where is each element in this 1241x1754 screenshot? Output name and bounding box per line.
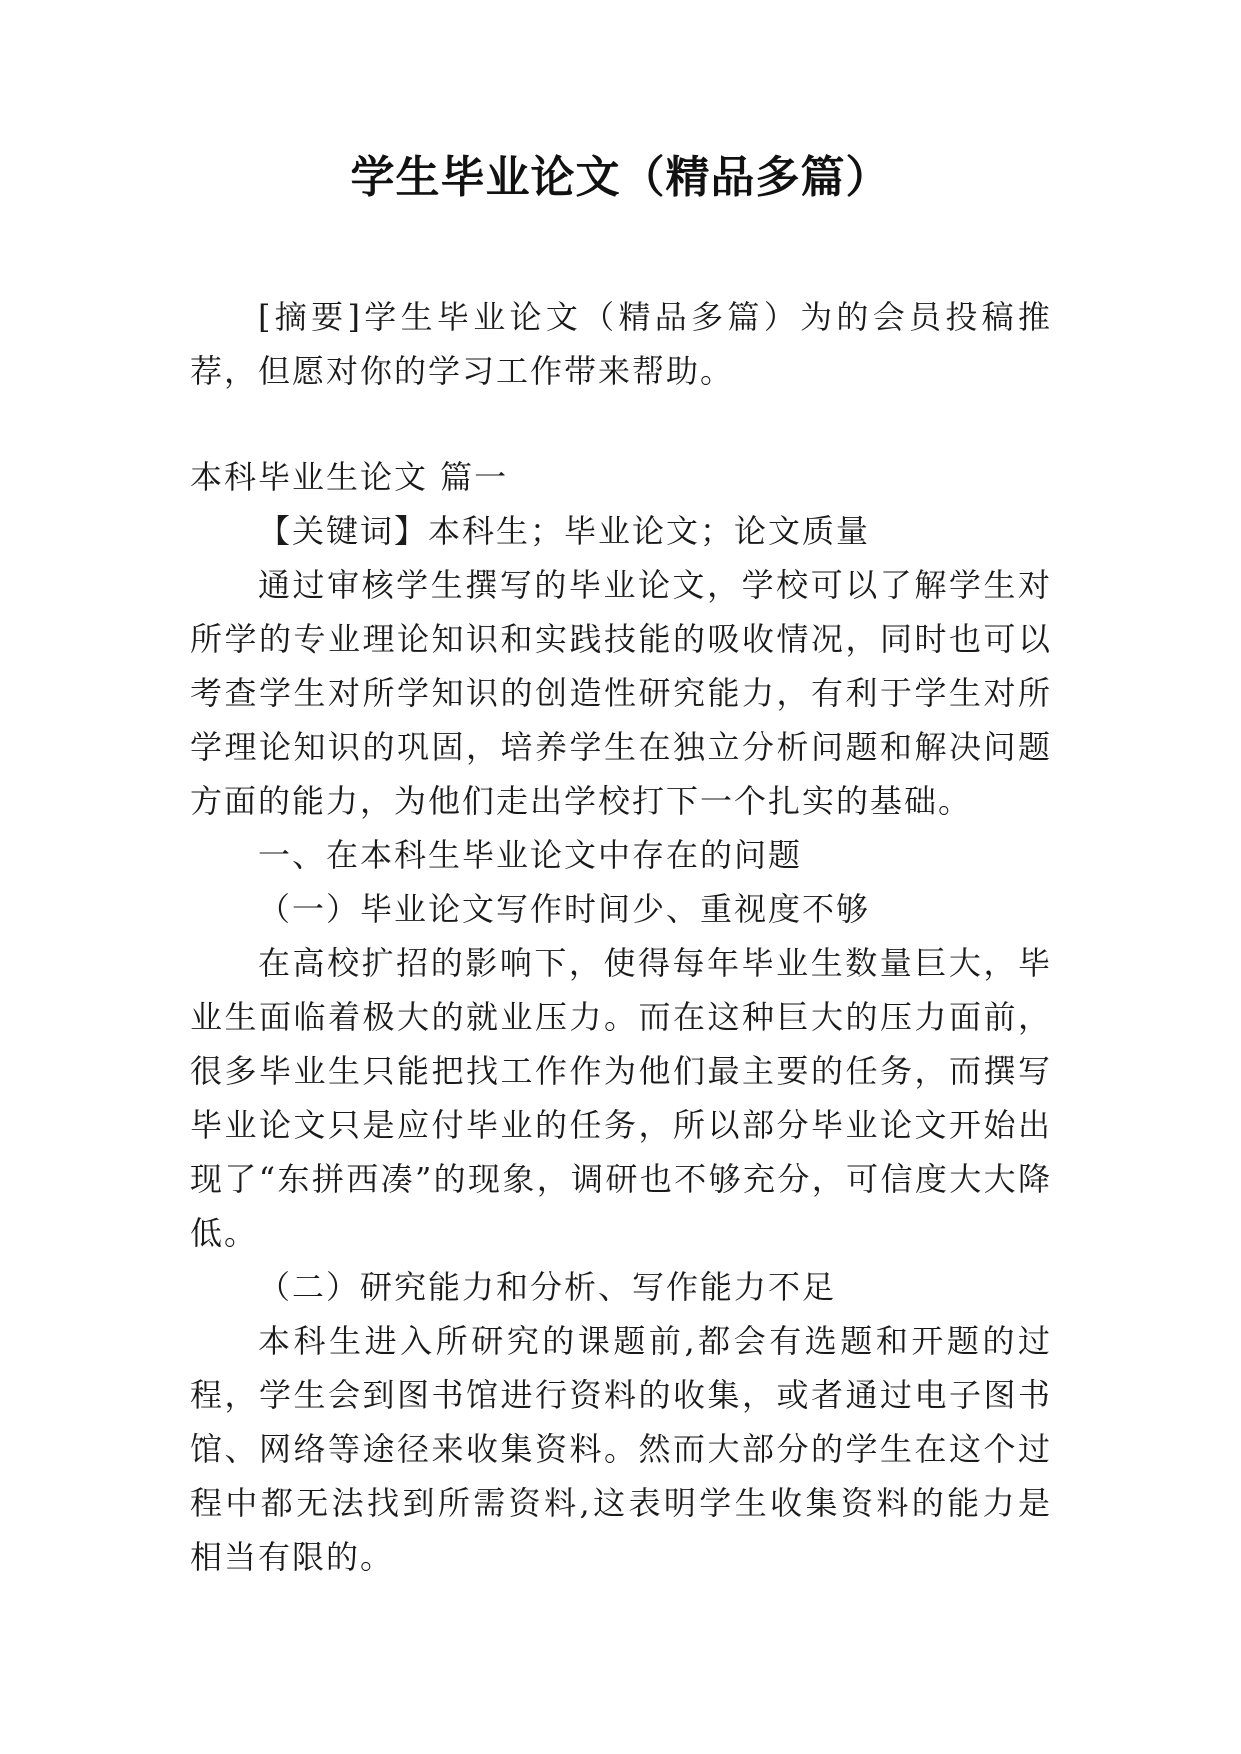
subheading-1: （一）毕业论文写作时间少、重视度不够 [258,890,871,928]
body-paragraph-1: 通过审核学生撰写的毕业论文，学校可以了解学生对所学的专业理论知识和实践技能的吸收情况，同时也可以考查学生对所学知识的创造性研究能力，有利于学生对所学理论知识的巩固，培养学生在独立分析问题和解决问题方面的能力，为他们走出学校打下一个扎实的基础。 [190,566,1052,820]
subheading-2: （二）研究能力和分析、写作能力不足 [258,1268,837,1306]
abstract-paragraph: [摘要]学生毕业论文（精品多篇）为的会员投稿推荐，但愿对你的学习工作带来帮助。 [190,298,1052,390]
document-title: 学生毕业论文（精品多篇） [350,152,891,203]
section-title: 本科毕业生论文 篇一 [190,458,509,496]
keywords-line: 【关键词】本科生；毕业论文；论文质量 [258,512,871,550]
body-paragraph-2: 在高校扩招的影响下，使得每年毕业生数量巨大，毕业生面临着极大的就业压力。而在这种巨大的压力面前，很多毕业生只能把找工作作为他们最主要的任务，而撰写毕业论文只是应付毕业的任务，所以部分毕业论文开始出现了“东拼西凑”的现象，调研也不够充分，可信度大大降低。 [190,944,1052,1252]
heading-1: 一、在本科生毕业论文中存在的问题 [258,836,803,874]
document-body [190,290,1052,1584]
body-paragraph-3: 本科生进入所研究的课题前,都会有选题和开题的过程，学生会到图书馆进行资料的收集，或者通过电子图书馆、网络等途径来收集资料。然而大部分的学生在这个过程中都无法找到所需资料,这表明学生收集资料的能力是相当有限的。 [190,1322,1052,1576]
